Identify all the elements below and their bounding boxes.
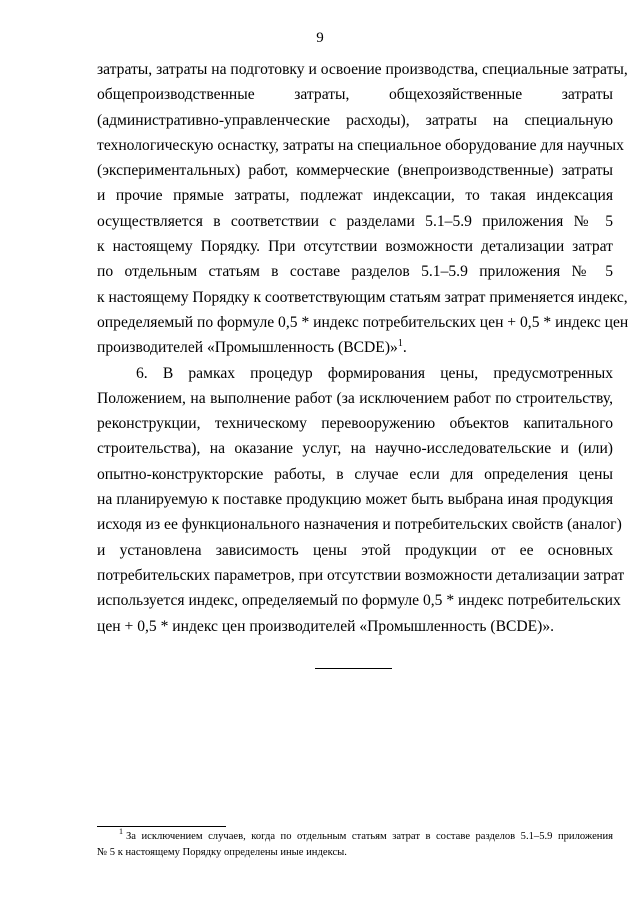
text-line: реконструкции, техническому перевооружению объектов капитального — [97, 415, 613, 433]
footnote-line — [97, 829, 613, 845]
footnote-reference: 1 — [397, 338, 403, 350]
footnote-text: За исключением случаев, когда по отдельным статьям затрат в составе разделов 5.1–5.9 приложения — [126, 831, 613, 842]
text-line: (экспериментальных) работ, коммерческие (внепроизводственные) затраты — [97, 162, 613, 180]
text-line-with-footnote-ref — [97, 335, 613, 360]
footnote-mark: 1 — [119, 827, 123, 837]
section-separator — [315, 668, 392, 669]
text-line: по отдельным статьям в составе разделов 5.1–5.9 приложения № 5 — [97, 263, 613, 281]
page-number: 9 — [316, 30, 324, 46]
text-line: строительства), на оказание услуг, на научно-исследовательские и (или) — [97, 440, 613, 458]
text-line: и прочие прямые затраты, подлежат индексации, то такая индексация — [97, 187, 613, 205]
text-line: производителей «Промышленность (BCDE)» — [97, 339, 398, 357]
text-line: общепроизводственные затраты, общехозяйственные затраты — [97, 86, 613, 104]
footnote-ref-suffix: . — [402, 339, 407, 357]
text-line: осуществляется в соответствии с разделами 5.1–5.9 приложения № 5 — [97, 212, 613, 230]
text-line: исходя из ее функционального назначения и потребительских свойств (аналог) — [97, 516, 622, 534]
text-line: опытно-конструкторские работы, в случае если для определения цены — [97, 465, 613, 483]
text-line: (административно-управленческие расходы), затраты на специальную — [97, 111, 613, 129]
text-line: определяемый по формуле 0,5 * индекс потребительских цен + 0,5 * индекс цен — [97, 313, 629, 331]
main-text — [97, 57, 629, 639]
text-line: затраты, затраты на подготовку и освоение производства, специальные затраты, — [97, 61, 628, 78]
text-line: используется индекс, определяемый по формуле 0,5 * индекс потребительских — [97, 592, 621, 610]
text-line: Положением, на выполнение работ (за исключением работ по строительству, — [97, 389, 613, 407]
text-line: технологическую оснастку, затраты на специальное оборудование для научных — [97, 136, 624, 154]
text-line: потребительских параметров, при отсутствии возможности детализации затрат — [97, 566, 625, 584]
paragraph-start-line: 6. В рамках процедур формирования цены, предусмотренных — [136, 364, 613, 382]
footnote-rule — [97, 826, 226, 827]
text-line: на планируемую к поставке продукцию может быть выбрана иная продукция — [97, 491, 613, 509]
footnote-line: № 5 к настоящему Порядку определены иные индексы. — [97, 847, 347, 858]
footnote — [97, 829, 613, 861]
text-line: цен + 0,5 * индекс цен производителей «Промышленность (BCDE)». — [97, 617, 555, 635]
text-line: и установлена зависимость цены этой продукции от ее основных — [97, 541, 613, 559]
text-line: к настоящему Порядку. При отсутствии возможности детализации затрат — [97, 238, 613, 256]
text-line: к настоящему Порядку к соответствующим статьям затрат применяется индекс, — [97, 288, 628, 306]
